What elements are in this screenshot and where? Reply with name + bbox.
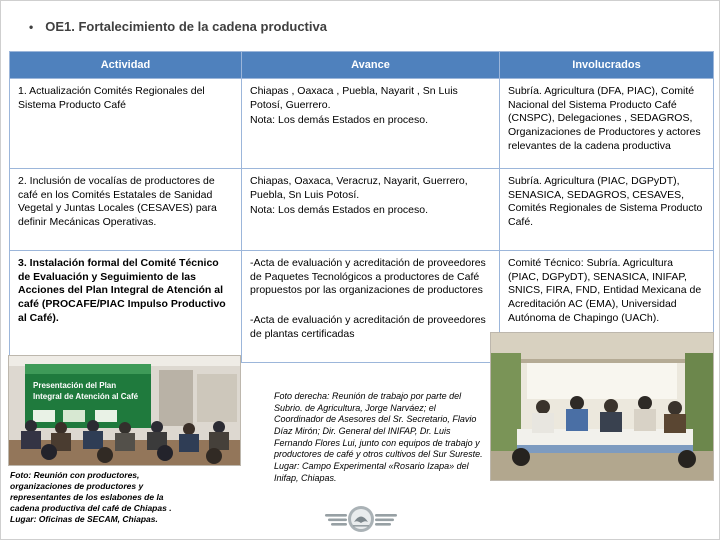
cell-avance-2 xyxy=(242,169,500,251)
cell-involucrados-2: Subría. Agricultura (PIAC, DGPyDT), SENASICA, SEDAGROS, CESAVES, Comités Regionales de Sistema Producto Café. xyxy=(500,169,714,251)
left-photo xyxy=(8,355,241,466)
page-title: OE1. Fortalecimiento de la cadena productiva xyxy=(45,19,327,34)
activities-table xyxy=(9,51,714,363)
cell-avance-1 xyxy=(242,79,500,169)
col-header-involucrados: Involucrados xyxy=(500,52,714,79)
table-row xyxy=(10,169,714,251)
government-seal-icon xyxy=(323,499,399,539)
title-bullet: • xyxy=(29,20,34,34)
banner-logo xyxy=(95,410,117,422)
right-photo-illustration xyxy=(491,333,714,481)
seal-base xyxy=(353,525,369,527)
banner-top-band xyxy=(25,364,151,374)
cell-involucrados-1: Subría. Agricultura (DFA, PIAC), Comité Nacional del Sistema Producto Café (CNSPC), Delegaciones , SEDAGROS, Organizaciones de Productores y actores relevantes de la cadena productiva xyxy=(500,79,714,169)
banner-logo xyxy=(63,410,85,422)
cell-avance-3 xyxy=(242,251,500,363)
slide-title-row xyxy=(29,19,327,35)
right-photo xyxy=(490,332,714,481)
col-header-actividad: Actividad xyxy=(10,52,242,79)
cell-actividad-2: 2. Inclusión de vocalías de productores de café en los Comités Estatales de Sanidad Vegetal y Juntas Locales (CESAVES) para definir Mecánicas Operativas. xyxy=(10,169,242,251)
avance-acta-2: -Acta de evaluación y acreditación de proveedores de plantas certificadas xyxy=(250,313,486,340)
left-photo-illustration xyxy=(9,356,241,466)
roof xyxy=(491,333,714,359)
col-header-avance: Avance xyxy=(242,52,500,79)
banner-logo xyxy=(33,410,55,422)
foliage-left xyxy=(491,353,521,463)
avance-acta-1: -Acta de evaluación y acreditación de proveedores de Paquetes Tecnológicos a productores de Café propuestos por las organizaciones de productores xyxy=(250,257,486,297)
door xyxy=(159,370,193,426)
table-skirt xyxy=(517,445,693,453)
avance-note: Nota: Los demás Estados en proceso. xyxy=(250,204,429,217)
wall-panel xyxy=(197,374,237,422)
right-photo-caption: Foto derecha: Reunión de trabajo por parte del Subrio. de Agricultura, Jorge Narváez; el Coordinador de Asesores del Sr. Secretario, Flavio Díaz Mirón; Dir. General del INIFAP, Dr. Luis Fernando Flores Lui, junto con equipos de trabajo y productores de café y otros cultivos del Sur Sureste. Lugar: Campo Experimental «Rosario Izapa» del Inifap, Chiapas. xyxy=(274,391,483,483)
left-photo-caption: Foto: Reunión con productores, organizaciones de productores y representantes de los eslabones de la cadena productiva del café de Chiapas . Lugar: Oficinas de SECAM, Chiapas. xyxy=(10,470,172,524)
table-row xyxy=(10,79,714,169)
cell-actividad-3: 3. Instalación formal del Comité Técnico de Evaluación y Seguimiento de las Acciones del Plan Integral de Atención al café (PROCAFE/PIAC Impulso Productivo al Café). xyxy=(10,251,242,363)
banner-text-line1: Presentación del Plan xyxy=(33,381,117,390)
avance-states: Chiapas, Oaxaca, Veracruz, Nayarit, Guerrero, Puebla, Sn Luis Potosí. xyxy=(250,175,468,201)
avance-states: Chiapas , Oaxaca , Puebla, Nayarit , Sn Luis Potosí, Guerrero. xyxy=(250,85,458,111)
cell-involucrados-3: Comité Técnico: Subría. Agricultura (PIAC, DGPyDT), SENASICA, INIFAP, SNICS, FIRA, FND, Entidad Mexicana de Acreditación AC (EMA), Universidad Autónoma de Chapingo (UACh). xyxy=(500,251,714,363)
open-light xyxy=(527,363,677,399)
table-header-row xyxy=(10,52,714,79)
banner-text-line2: Integral de Atención al Café xyxy=(33,392,139,401)
roof-beam xyxy=(491,359,714,363)
avance-note: Nota: Los demás Estados en proceso. xyxy=(250,114,429,127)
cell-actividad-1: 1. Actualización Comités Regionales del Sistema Producto Café xyxy=(10,79,242,169)
